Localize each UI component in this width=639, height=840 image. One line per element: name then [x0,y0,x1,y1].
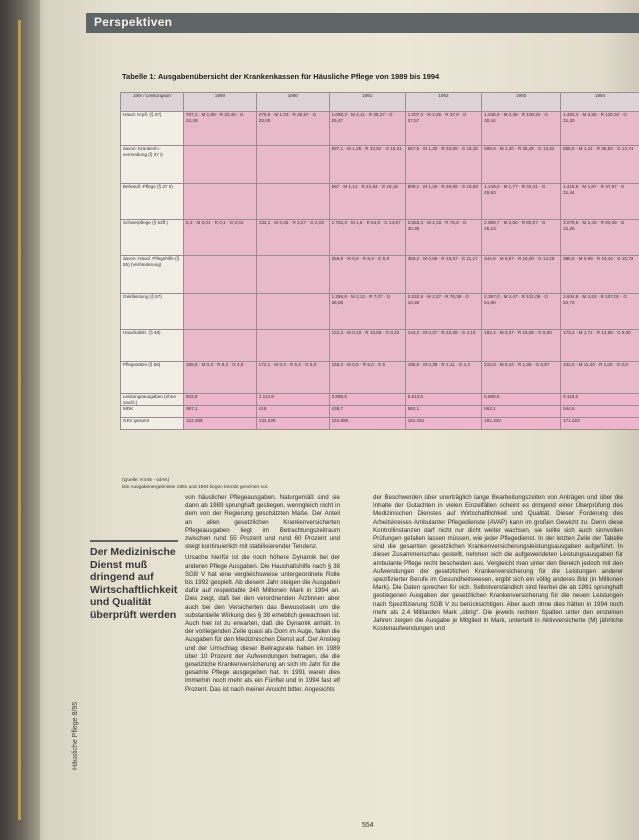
table-cell: 256,8 · M 0,6 · R 8,3 · G 5,9 [329,256,405,294]
table-row [121,330,639,362]
table-cell: 697 · M 1,14 · R 21,84 · G 16,18 [329,184,405,220]
table-cell: 171.023 [561,418,639,430]
table-cell: 1.493,3 · M 2,56 · R 120,34 · G 31,20 [561,112,639,146]
table-cell: 699,8 · M 1,30 · R 36,45 · G 13,32 [482,146,561,184]
table-cell: 9.119,5 [561,394,639,406]
magazine-page [52,10,634,835]
table-cell: 6.888,6 [482,394,561,406]
table-cell: 169,8 · M 0,3 · R 6,2 · G 4,9 [184,362,257,394]
row-label: GKV gesamt [121,418,184,430]
table-footer-row [121,418,639,430]
pull-quote: Der Medizinische Dienst muß dringend auf Wirtschaftlichkeit und Qualität überprüft werden [90,540,178,621]
table-cell [184,184,257,220]
table-cell: 181.342 [482,418,561,430]
table-cell: 212,8 · M 0,44 · R 1,38 · G 6,87 [482,362,561,394]
table-cell: 144,2 · M 0,27 · R 22,38 · G 4,19 [405,330,481,362]
table-cell: 242,6 · M 11,40 · R 1,04 · G 0,6 [561,362,639,394]
row-label: Häusl. Krpfl. (§ 37) [121,112,184,146]
table-cell: 1.415,6 · M 1,87 · R 37,97 · G 31,44 [561,184,639,220]
table-cell: 344,6 · M 0,67 · R 16,30 · G 14,28 [482,256,561,294]
table-cell: 597,1 · M 1,25 · R 32,52 · G 15,21 [329,146,405,184]
table-cell: 162,4 · M 0,37 · R 16,55 · G 6,00 [482,330,561,362]
table-row [121,112,639,146]
table-cell: 195,6 · M 0,38 · R 1,11 · G 4,4 [405,362,481,394]
section-title: Perspektiven [94,15,173,29]
table-cell: 173,4 · M 1,71 · R 13,55 · G 5,00 [561,330,639,362]
year-header: 1994 [561,93,639,112]
table-cell: 1.207,3 · M 2,35 · R 37,8 · G 27,57 [405,112,481,146]
row-label: Pflegesätze (§ 56) [121,362,184,394]
table-cell [184,330,257,362]
table-cell: 358,2 · M 0,65 · R 16,37 · G 11,17 [405,256,481,294]
table-cell [256,146,329,184]
table-cell: 658,8 · M 1,21 · R 36,83 · G 14,74 [561,146,639,184]
year-header: 1990 [256,93,329,112]
table-cell: 161.291 [405,418,481,430]
table-cell [256,330,329,362]
table-cell: 418 [256,406,329,418]
article-paragraph: Ursache hierfür ist die noch höhere Dynamik bei der anderen Pflege Ausgaben. Die Haushaltshilfe nach § 38 SGB V hat eine vergleichsweise untergeordnete Rolle bis 1992 gespielt. Ab diesem Jahr steigen die Ausgaben dafür auf respektable 340 Millionen Mark in 1994 an. Dies zeigt, daß bei den verordnenden Ärztinnen aber auch bei den Versicherten das Bewusstsein um die substantielle Wirkung des § 38 erheblich gewachsen ist. Auch hier ist zu erwarten, daß die Dynamik anhält. In der vorliegenden Zeile quasi als Dorn im Auge, fallen die Ausgaben für den Medizinischen Dienst auf. Der Anstieg und der Umschlag dieser Beitragsrate haben im 1989 über 10 Prozent der Aufwendungen betragen, die die gesetzliche Krankenversicherung an sich im Jahr für die gesamte Pflege ausgegeben hat. In 1991 waren dies immerhin noch mehr als ein Fünftel und in 1994 fast elf Prozent. Das ist nach meiner Ansicht bitter. Angesichts [185,554,340,693]
table-cell: 1.149,0 · M 1,77 · R 34,41 · G 29,93 [482,184,561,220]
table-cell: 2.988,7 · M 2,50 · R 80,07 · G 25,23 [482,220,561,256]
row-label: Geldleistung (§ 57) [121,294,184,330]
table-notes [122,478,268,491]
table-footer-row [121,406,639,418]
table-row [121,362,639,394]
table-cell: 563,1 [482,406,561,418]
table-cell: 385,6 · M 0,69 · R 19,44 · G 15,72 [561,256,639,294]
table-cell: 909,1 · M 1,33 · R 26,99 · G 15,93 [405,184,481,220]
row-label: MDK [121,406,184,418]
table-cell: 131,3 · M 0,18 · R 10,58 · G 0,22 [329,330,405,362]
table-row [121,146,639,184]
table-cell: 2.604,8 · M 2,63 · R 107,01 · G 52,73 [561,294,639,330]
table-row [121,220,639,256]
table-cell: 3.895,5 [329,394,405,406]
row-label: Schwerpflege (§ 53ff.) [121,220,184,256]
table-cell: 397,1 [184,406,257,418]
table-cell: 2.553,3 · M 2,18 · R 75,6 · G 20,35 [405,220,481,256]
table-cell: 1.286,8 · M 2,12 · R 7,07 · G 35,06 [329,294,405,330]
table-cell: 1.095,3 · M 2,11 · R 35,27 · G 25,47 [329,112,405,146]
row-label: Haushaltsh. (§ 38) [121,330,184,362]
section-header [86,13,639,33]
table-cell [184,294,257,330]
table-corner-header: Jahr / Leistungsart [121,93,184,112]
table-cell: 2.397,0 · M 2,47 · R 101,08 · G 51,88 [482,294,561,330]
table-cell: 582,1 [405,406,481,418]
row-label: Leistungsausgaben (ohne Sachl.) [121,394,184,406]
table-cell: 122.268 [184,418,257,430]
table-cell: 134.238 [256,418,329,430]
year-header: 1993 [482,93,561,112]
table-cell [184,146,257,184]
table-source-note: (Quelle: KV45 - vdAK) [122,478,170,483]
table-cell [256,294,329,330]
table-cell [256,256,329,294]
year-header: 1991 [329,93,405,112]
side-caption: Häusliche Pflege 8/95 [72,701,79,770]
year-header: 1989 [184,93,257,112]
table-cell [256,184,329,220]
table-cell: 154.886 [329,418,405,430]
table-row [121,256,639,294]
row-label: Behandl.-Pflege (§ 37 II) [121,184,184,220]
page-number: 554 [362,822,374,829]
table-cell [184,256,257,294]
table-cell: 156,3 · M 0,5 · R 5,0 · G 5 [329,362,405,394]
table-cell: 479,8 · M 1,03 · R 25,57 · G 23,00 [256,112,329,146]
table-row [121,294,639,330]
page-edge-marker [18,20,21,820]
table-cell: 1.114,9 [256,394,329,406]
table-cell: 667,5 · M 1,30 · R 33,89 · G 15,32 [405,146,481,184]
table-title: Tabelle 1: Ausgabenübersicht der Krankenkassen für Häusliche Pflege von 1989 bis 1994 [122,72,440,81]
table-cell: 943,8 [184,394,257,406]
table-cell: 133,1 · M 0,48 · R 3,27 · G 2,03 [256,220,329,256]
table-cell: 438,7 [329,406,405,418]
year-header: 1992 [405,93,481,112]
table-cell: 6,3 · M 0,01 · R 0,1 · G 0,01 [184,220,257,256]
table-cell: 3.078,5 · M 2,43 · R 84,08 · G 22,26 [561,220,639,256]
table-cell: 544,5 [561,406,639,418]
table-row [121,184,639,220]
table-footnote: Die Ausgabenergebnisse 1991 und 1994 liegen bereits gesichert vor. [122,484,269,490]
table-cell: 1.348,9 · M 2,36 · R 108,34 · G 30,44 [482,112,561,146]
article-paragraph: von häuslicher Pflegeausgaben. Naturgemäß sind sie dann ab 1989 sprunghaft gestiegen, wenngleich nicht in dem von der Regierung geschätzten Maße. Der Anteil an allen gesetzlichen Krankenversicherten Pflegeausgaben liegt im Betrachtungszeitraum zwischen rund 55 Prozent und rund 60 Prozent und steigt kontinuierlich mit stabilisierender Tendenz. [185,494,340,551]
row-label: davon: Häusl. Pflegehilfe (§ 55) (Verhinderung) [121,256,184,294]
table-footer-row [121,394,639,406]
expenditure-table [120,92,639,430]
table-cell: 172,1 · M 0,4 · R 5,2 · G 5,0 [256,362,329,394]
table-cell: 2.032,9 · M 2,37 · R 76,39 · G 44,36 [405,294,481,330]
table-cell: 767,1 · M 1,85 · R 32,45 · G 24,29 [184,112,257,146]
row-label: davon: Krankenh.-vermeidung (§ 37 I) [121,146,184,184]
article-column-right [373,494,623,633]
table-cell: 5.813,0 [405,394,481,406]
table-cell: 1.752,3 · M 1,6 · R 54,9 · G 14,57 [329,220,405,256]
article-paragraph: der Beschwerden über unerträglich lange Bearbeitungszeiten von Anträgen und über die Inhalte der Gutachten in vielen Einzelfällen scheint es dringend einer Überprüfung des Medizinischen Dienstes auf Wirtschaftlichkeit und Qualität. Dieser Forderung des Arbeitskreises Ambulanter Pflegedienste (AVAP) kann im großen Gewicht zu. Denn diese Kontrollinstanzen darf nicht nur dicht weiter wachsen, sie sollte sich auch sinnvollen Prüfungen gefallen lassen müssen, wie jeder Pflegedienst. In der letzten Zeile der Tabelle sind die gesamten gesetzlichen Krankenversicherungsleistungsausgaben aufgeführt. In dieser Zusammenschau gestellt, nehmen sich die aufgewendeten Leistungsausgaben für ambulante Pflege recht bescheiden aus. Vergleicht man unter den Bereich jedoch mit den Aufwendungen der gesetzlichen Krankenversicherung für die Leistungen anderer spezifizierter Berufe im Gesundheitswesen, ergibt sich ein völlig anderes Bild (in Millionen Mark). Die Daten sprechen für sich. Selbstverständlich sind hierbei die ab 1991 sprunghaft gestiegenen Ausgaben der gesetzlichen Krankenversicherung für die neuen Leistungen nach Spezifizierung SGB V zu berücksichtigen. Aber auch ohne dies hätten in 1994 noch mehr als 2,4 Milliarden Mark „übrig“. Die jeweils rechten Spalten unter den einzelnen Jahren zeigen die Ausgabe je Mitglied in Mark, unterteilt in Aktivversicherte (M) jährliche Kostenaufwendungen und [373,494,623,633]
